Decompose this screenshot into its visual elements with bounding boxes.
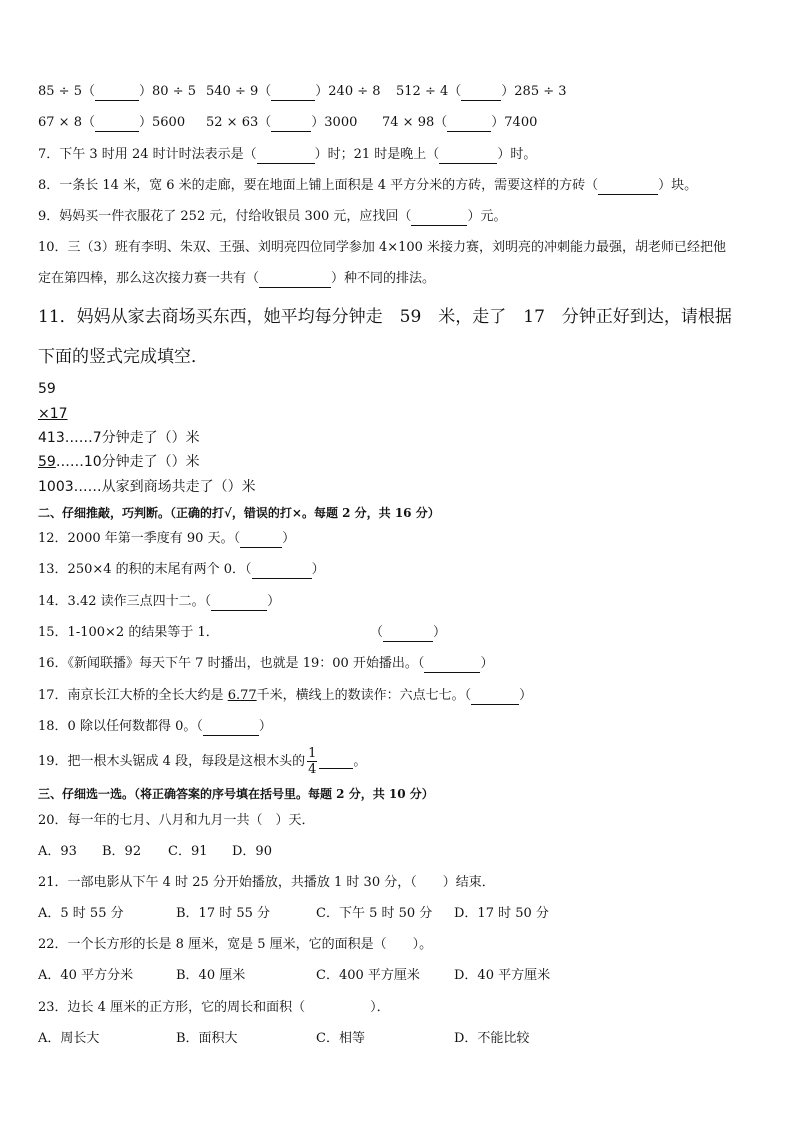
option-a[interactable]: A．93 <box>38 844 77 859</box>
answer-blank[interactable] <box>461 87 501 101</box>
compare-row-1 <box>38 83 567 101</box>
question-text: （ <box>370 625 384 640</box>
compare-left: 74 × 98 <box>382 115 435 130</box>
option-d[interactable]: D．90 <box>232 844 272 859</box>
compare-right: 7400 <box>504 115 538 130</box>
calc-multiplicand <box>38 380 56 398</box>
question-text: ）块。 <box>658 178 698 193</box>
calc-note: ……10分钟走了（）米 <box>55 454 200 470</box>
question-19 <box>38 745 366 779</box>
compare-right: 80 ÷ 5 <box>152 84 196 99</box>
question-text: 11．妈妈从家去商场买东西，她平均每分钟走 59 米，走了 17 分钟正好到达，请根据 <box>38 307 732 327</box>
question-text: ）时。 <box>497 147 537 162</box>
question-23-options <box>38 1030 529 1048</box>
question-text: ） <box>480 656 494 671</box>
question-text: ） <box>433 625 447 640</box>
fraction-numerator: 1 <box>308 746 317 761</box>
question-text: 18．0 除以任何数都得 0。（ <box>38 719 203 734</box>
answer-blank[interactable] <box>439 150 497 164</box>
answer-blank[interactable] <box>240 534 282 548</box>
question-13 <box>38 561 325 579</box>
compare-item: 512 ÷ 4（ ）285 ÷ 3 <box>396 84 567 99</box>
compare-left: 85 ÷ 5 <box>38 84 82 99</box>
question-text: ）种不同的排法。 <box>331 271 436 286</box>
question-11-line-1 <box>38 305 732 329</box>
calc-note: ……从家到商场共走了（）米 <box>73 479 256 495</box>
answer-blank[interactable] <box>259 274 331 288</box>
answer-blank[interactable] <box>447 118 491 132</box>
question-text: 8．一条长 14 米，宽 6 米的走廊，要在地面上铺上面积是 4 平方分米的方砖，需要这样的方砖（ <box>38 178 599 193</box>
calc-partial-2 <box>38 453 200 471</box>
question-21 <box>38 874 495 892</box>
section-3-heading <box>38 785 434 803</box>
question-text: 7．下午 3 时用 24 时计时法表示是（ <box>38 147 257 162</box>
question-15 <box>38 624 446 642</box>
option-d[interactable]: D．不能比较 <box>454 1031 530 1046</box>
calc-number: 413 <box>38 430 65 446</box>
question-text: 20．每一年的七月、八月和九月一共（ ）天． <box>38 813 315 828</box>
option-a[interactable]: A．5 时 55 分 <box>38 906 124 921</box>
compare-right: 3000 <box>324 115 358 130</box>
question-23 <box>38 999 390 1017</box>
question-text: 21．一部电影从下午 4 时 25 分开始播放，共播放 1 时 30 分，（ ）结束． <box>38 875 495 890</box>
question-18 <box>38 718 272 736</box>
calc-number: 1003 <box>38 479 74 495</box>
answer-blank[interactable] <box>383 628 433 642</box>
compare-left: 52 × 63 <box>206 115 259 130</box>
answer-blank[interactable] <box>424 659 480 673</box>
question-text: ）元。 <box>467 209 507 224</box>
section-title: 二、仔细推敲，巧判断。（正确的打√，错误的打×。每题 2 分，共 16 分） <box>38 506 440 520</box>
option-c[interactable]: C．91 <box>168 844 208 859</box>
question-text: 下面的竖式完成填空． <box>38 347 208 367</box>
question-text: 17．南京长江大桥的全长大约是 <box>38 688 228 703</box>
calc-number: 59 <box>38 454 56 470</box>
option-b[interactable]: B．92 <box>102 844 142 859</box>
compare-left: 67 × 8 <box>38 115 82 130</box>
question-8 <box>38 177 697 195</box>
option-c[interactable]: C．400 平方厘米 <box>316 968 420 983</box>
calc-note: ……7分钟走了（）米 <box>64 430 200 446</box>
question-10-line-1 <box>38 239 726 257</box>
calc-number: 59 <box>38 381 56 397</box>
question-text: 19．把一根木头锯成 4 段，每段是这根木头的 <box>38 754 306 769</box>
answer-blank[interactable] <box>252 565 312 579</box>
question-text: 14．3.42 读作三点四十二。（ <box>38 594 212 609</box>
option-d[interactable]: D．40 平方厘米 <box>454 968 551 983</box>
question-7 <box>38 146 536 164</box>
compare-left: 512 ÷ 4 <box>396 84 449 99</box>
answer-blank[interactable] <box>257 150 315 164</box>
compare-item: 540 ÷ 9（ ）240 ÷ 8 <box>206 84 381 99</box>
question-text: 9．妈妈买一件衣服花了 252 元，付给收银员 300 元，应找回（ <box>38 209 412 224</box>
question-text: 16．《新闻联播》每天下午 7 时播出，也就是 19：00 开始播出。（ <box>38 656 425 671</box>
option-a[interactable]: A．40 平方分米 <box>38 968 134 983</box>
calc-multiplier <box>38 405 68 423</box>
question-20-options <box>38 843 272 861</box>
answer-blank[interactable] <box>598 181 658 195</box>
compare-left: 540 ÷ 9 <box>206 84 259 99</box>
question-22 <box>38 936 432 954</box>
question-text: 22．一个长方形的长是 8 厘米，宽是 5 厘米，它的面积是（ ）。 <box>38 937 433 952</box>
calc-partial-1 <box>38 429 200 447</box>
answer-blank[interactable] <box>271 87 315 101</box>
compare-item: 85 ÷ 5（ ）80 ÷ 5 <box>38 84 196 99</box>
question-12 <box>38 530 295 548</box>
option-a[interactable]: A．周长大 <box>38 1031 100 1046</box>
question-11-line-2 <box>38 345 208 369</box>
question-text: ） <box>267 594 281 609</box>
section-title: 三、仔细选一选。（将正确答案的序号填在括号里。每题 2 分，共 10 分） <box>38 787 434 801</box>
answer-blank[interactable] <box>271 118 311 132</box>
fraction-denominator: 4 <box>308 762 317 777</box>
answer-blank[interactable] <box>95 87 139 101</box>
option-b[interactable]: B．40 厘米 <box>176 968 246 983</box>
answer-blank[interactable] <box>471 691 519 705</box>
answer-blank[interactable] <box>319 755 353 769</box>
option-b[interactable]: B．17 时 55 分 <box>176 906 271 921</box>
question-text: 12．2000 年第一季度有 90 天。（ <box>38 531 241 546</box>
question-14 <box>38 593 280 611</box>
question-22-options <box>38 967 550 985</box>
question-text: ） <box>311 562 325 577</box>
question-text: ）时；21 时是晚上（ <box>314 147 440 162</box>
question-text: 千米，横线上的数读作：六点七七。（ <box>256 688 472 703</box>
question-text: ） <box>519 688 533 703</box>
question-10-line-2 <box>38 270 435 288</box>
question-9 <box>38 208 506 226</box>
answer-blank[interactable] <box>211 597 267 611</box>
question-text: 定在第四棒，那么这次接力赛一共有（ <box>38 271 260 286</box>
answer-blank[interactable] <box>95 118 139 132</box>
question-20 <box>38 812 315 830</box>
compare-right: 285 ÷ 3 <box>514 84 567 99</box>
option-c[interactable]: C．下午 5 时 50 分 <box>316 906 433 921</box>
compare-item: 52 × 63（ ）3000 <box>206 115 358 130</box>
question-21-options <box>38 905 549 923</box>
compare-right: 240 ÷ 8 <box>328 84 381 99</box>
question-text: 10．三（3）班有李明、朱双、王强、刘明亮四位同学参加 4×100 米接力赛，刘明亮的冲刺能力最强，胡老师已经把他 <box>38 240 727 255</box>
question-text: 15．1-100×2 的结果等于 1． <box>38 625 219 640</box>
compare-right: 5600 <box>152 115 186 130</box>
option-b[interactable]: B．面积大 <box>176 1031 238 1046</box>
answer-blank[interactable] <box>203 722 259 736</box>
calc-number: ×17 <box>38 406 68 422</box>
option-c[interactable]: C．相等 <box>316 1031 365 1046</box>
calc-sum <box>38 478 256 496</box>
option-d[interactable]: D．17 时 50 分 <box>454 906 549 921</box>
answer-blank[interactable] <box>411 212 467 226</box>
question-16 <box>38 655 493 673</box>
compare-row-2 <box>38 114 537 132</box>
section-2-heading <box>38 504 440 522</box>
fraction <box>307 746 317 777</box>
question-text: ） <box>258 719 272 734</box>
compare-item: 67 × 8（ ）5600 <box>38 115 186 130</box>
question-text: 23．边长 4 厘米的正方形，它的周长和面积（ ）． <box>38 1000 390 1015</box>
question-text: ） <box>282 531 296 546</box>
compare-item: 74 × 98（ ）7400 <box>382 115 538 130</box>
underlined-number: 6.77 <box>227 688 257 703</box>
question-text: 13．250×4 的积的末尾有两个 0．（ <box>38 562 252 577</box>
question-text: 。 <box>353 754 367 769</box>
question-17 <box>38 687 532 705</box>
